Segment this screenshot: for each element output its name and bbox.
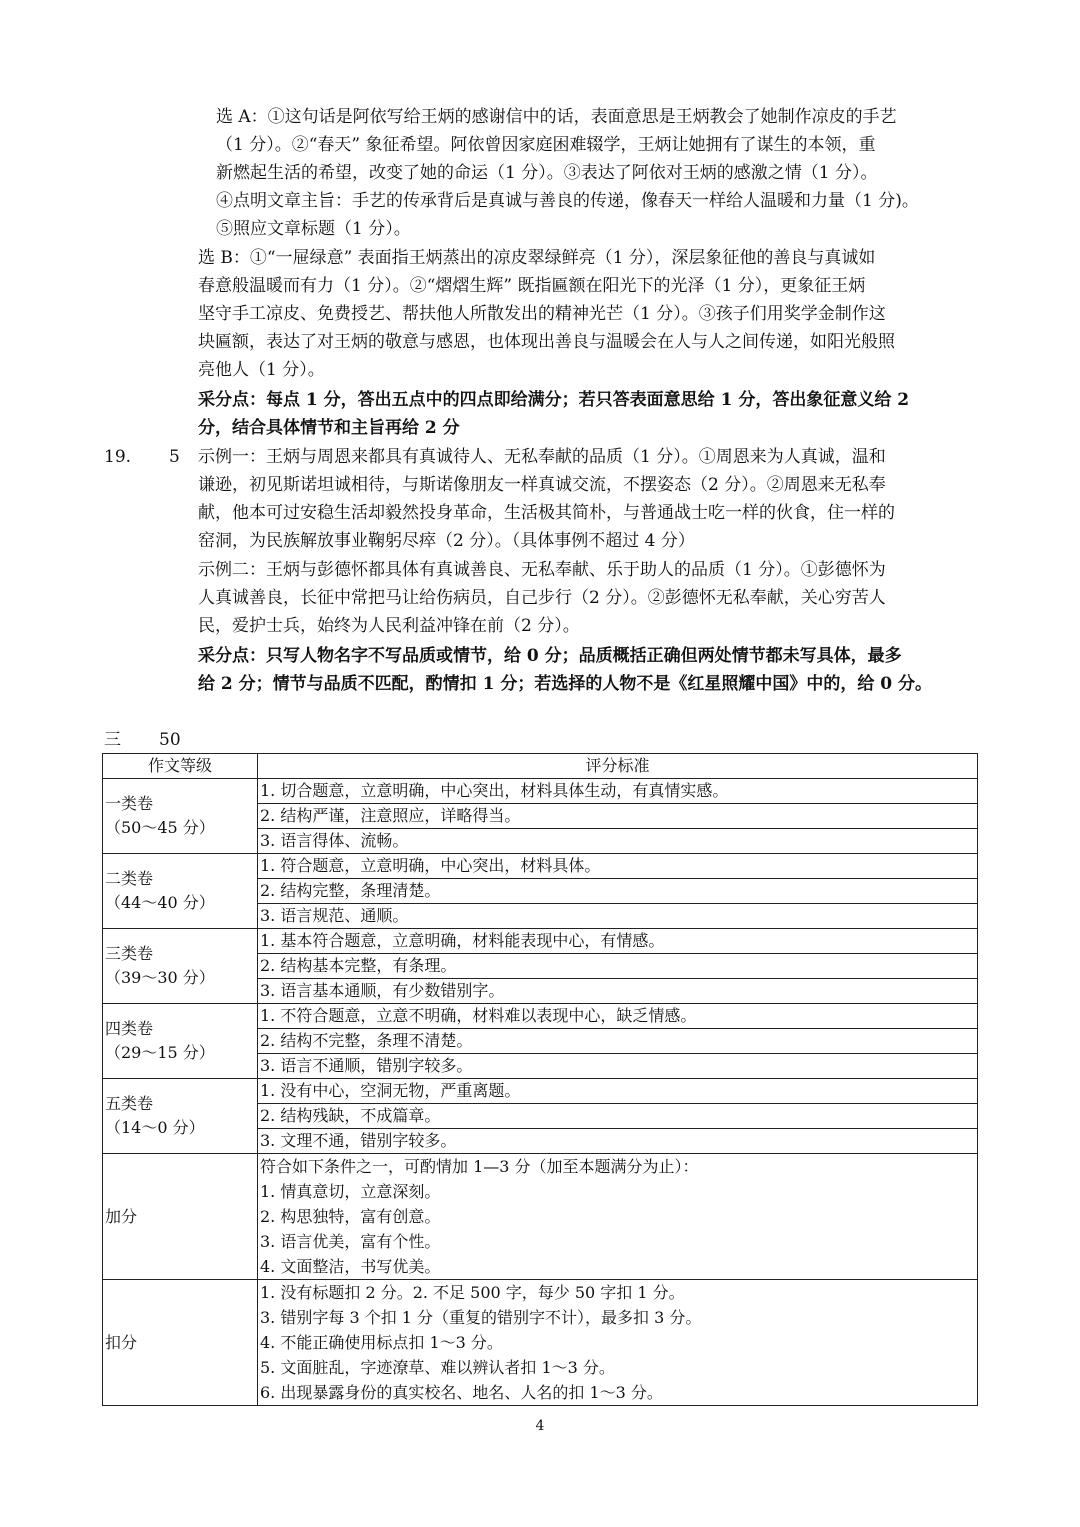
deduct-criteria-cell [258,1280,978,1406]
text-line: 人真诚善良，长征中常把马让给伤病员，自己步行（2 分）。②彭德怀无私奉献，关心穷苦人 [198,588,886,608]
level-cell [103,929,258,1004]
level-cell [103,779,258,854]
criteria-line: 符合如下条件之一，可酌情加 1—3 分（加至本题满分为止）： [260,1157,699,1176]
text-line: 坚守手工凉皮、免费授艺、帮扶他人所散发出的精神光芒（1 分）。③孩子们用奖学金制作这 [198,304,886,324]
criteria-line: 1. 情真意切，立意深刻。 [260,1182,441,1201]
criteria-line: 3. 错别字每 3 个扣 1 分（重复的错别字不计），最多扣 3 分。 [260,1308,702,1327]
criteria-cell: 3. 语言规范、通顺。 [258,904,978,929]
section-points: 50 [159,730,181,750]
table-row [103,1004,978,1029]
criteria-cell: 3. 语言基本通顺，有少数错别字。 [258,979,978,1004]
text-line: 亮他人（1 分）。 [198,360,325,380]
table-row [103,1154,978,1280]
criteria-cell: 3. 语言不通顺，错别字较多。 [258,1054,978,1079]
text-line: 春意般温暖而有力（1 分）。②“熠熠生辉” 既指匾额在阳光下的光泽（1 分），更象征王炳 [198,276,866,296]
text-line: 选 A：①这句话是阿依写给王炳的感谢信中的话，表面意思是王炳教会了她制作凉皮的手艺 [216,107,897,127]
text-line: 新燃起生活的希望，改变了她的命运（1 分）。③表达了阿依对王炳的感激之情（1 分）。 [216,163,878,183]
criteria-cell: 2. 结构不完整，条理不清楚。 [258,1029,978,1054]
criteria-line: 2. 构思独特，富有创意。 [260,1207,441,1226]
text-line: 分，结合具体情节和主旨再给 2 分 [198,418,460,438]
page-number: 4 [535,1418,545,1434]
criteria-line: 3. 语言优美，富有个性。 [260,1232,441,1251]
level-cell: 扣分 [103,1280,258,1406]
header-level: 作文等级 [103,754,258,779]
text-line: 窑洞，为民族解放事业鞠躬尽瘁（2 分）。（具体事例不超过 4 分） [198,531,695,551]
level-name: 三类卷 [105,944,154,963]
level-name: 四类卷 [105,1019,154,1038]
level-cell [103,1004,258,1079]
level-range: （14～0 分） [105,1118,205,1137]
text-line: 献，他本可过安稳生活却毅然投身革命，生活极其简朴，与普通战士吃一样的伙食，住一样的 [198,503,895,523]
level-name: 五类卷 [105,1094,154,1113]
criteria-cell: 3. 文理不通，错别字较多。 [258,1129,978,1154]
criteria-line: 4. 文面整洁，书写优美。 [260,1257,441,1276]
text-line: 块匾额，表达了对王炳的敬意与感恩，也体现出善良与温暖会在人与人之间传递，如阳光般照 [198,332,895,352]
text-line: 谦逊，初见斯诺坦诚相待，与斯诺像朋友一样真诚交流，不摆姿态（2 分）。②周恩来无私奉 [198,475,886,495]
text-line: ⑤照应文章标题（1 分）。 [216,219,411,239]
criteria-line: 4. 不能正确使用标点扣 1～3 分。 [260,1333,503,1352]
text-line: 示例一：王炳与周恩来都具有真诚待人、无私奉献的品质（1 分）。①周恩来为人真诚，温和 [198,447,886,467]
header-criteria: 评分标准 [258,754,978,779]
text-line: 民，爱护士兵，始终为人民利益冲锋在前（2 分）。 [198,616,580,636]
table-row [103,854,978,879]
level-range: （29～15 分） [105,1043,215,1062]
level-cell [103,854,258,929]
question-number: 19. [104,447,132,467]
criteria-cell: 1. 不符合题意，立意不明确，材料难以表现中心，缺乏情感。 [258,1004,978,1029]
section-label: 三 [104,730,121,750]
criteria-cell: 1. 切合题意，立意明确，中心突出，材料具体生动，有真情实感。 [258,779,978,804]
question-points: 5 [169,447,180,467]
table-row [103,1280,978,1406]
text-line: 示例二：王炳与彭德怀都具体有真诚善良、无私奉献、乐于助人的品质（1 分）。①彭德怀为 [198,560,886,580]
level-name: 一类卷 [105,794,154,813]
criteria-cell: 2. 结构基本完整，有条理。 [258,954,978,979]
criteria-cell: 1. 符合题意，立意明确，中心突出，材料具体。 [258,854,978,879]
criteria-line: 1. 没有标题扣 2 分。2. 不足 500 字，每少 50 字扣 1 分。 [260,1283,685,1302]
bonus-criteria-cell [258,1154,978,1280]
scoring-note-19: 给 2 分；情节与品质不匹配，酌情扣 1 分；若选择的人物不是《红星照耀中国》中的，给 0 分。 [198,674,932,694]
criteria-cell: 2. 结构完整，条理清楚。 [258,879,978,904]
scoring-note-19: 采分点：只写人物名字不写品质或情节，给 0 分；品质概括正确但两处情节都未写具体，最多 [198,646,902,666]
text-line: ④点明文章主旨：手艺的传承背后是真诚与善良的传递，像春天一样给人温暖和力量（1 分)。 [216,191,919,211]
level-range: （44～40 分） [105,893,215,912]
table-header-row [103,754,978,779]
level-range: （39～30 分） [105,968,215,987]
essay-rubric-table [102,753,978,1406]
table-row [103,779,978,804]
criteria-cell: 1. 没有中心，空洞无物，严重离题。 [258,1079,978,1104]
level-cell [103,1079,258,1154]
text-line: 选 B：①“一屉绿意” 表面指王炳蒸出的凉皮翠绿鲜亮（1 分），深层象征他的善良与真诚如 [198,248,876,268]
level-range: （50～45 分） [105,818,215,837]
criteria-cell: 1. 基本符合题意，立意明确，材料能表现中心，有情感。 [258,929,978,954]
text-line: 采分点：每点 1 分，答出五点中的四点即给满分；若只答表面意思给 1 分，答出象征意义给 2 [198,390,910,410]
level-name: 二类卷 [105,869,154,888]
table-row [103,1079,978,1104]
level-cell: 加分 [103,1154,258,1280]
criteria-cell: 2. 结构残缺，不成篇章。 [258,1104,978,1129]
criteria-cell: 2. 结构严谨，注意照应，详略得当。 [258,804,978,829]
criteria-cell: 3. 语言得体、流畅。 [258,829,978,854]
criteria-line: 5. 文面脏乱，字迹潦草、难以辨认者扣 1～3 分。 [260,1358,615,1377]
table-row [103,929,978,954]
text-line: （1 分）。②“春天” 象征希望。阿依曾因家庭困难辍学，王炳让她拥有了谋生的本领，重 [216,135,876,155]
criteria-line: 6. 出现暴露身份的真实校名、地名、人名的扣 1～3 分。 [260,1383,663,1402]
